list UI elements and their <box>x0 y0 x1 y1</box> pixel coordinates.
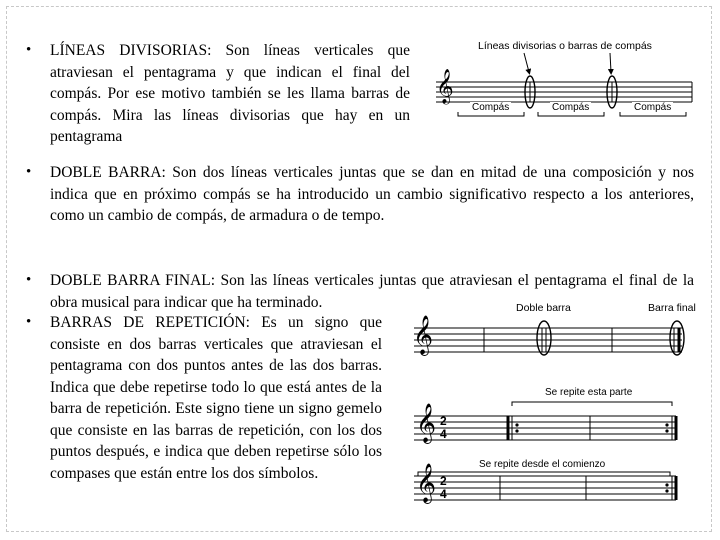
measure-label-2: Compás <box>552 102 590 113</box>
paragraph-barras-repeticion: BARRAS DE REPETICIÓN: Es un signo que consiste en dos barras verticales que atraviesan el pentagrama con dos puntos antes de las dos barras. Indica que debe repetirse todo lo que está antes de la barra de repetición. Este signo tiene un signo gemelo que consiste en las barras de repetición, con los dos puntos después, e indica que deben repetirse sólo los compases que están entre los dos símbolos. <box>50 312 382 484</box>
repite-parte-label: Se repite esta parte <box>545 387 633 398</box>
time-signature-top: 2 <box>440 474 447 488</box>
doble-barra-label: Doble barra <box>516 302 571 314</box>
paragraph-doble-barra: DOBLE BARRA: Son dos líneas verticales juntas que se dan en mitad de una composición y nos indica que en próximo compás se ha introducido un cambio significativo respecto a los anteriores, como un cambio de compás, de armadura o de tempo. <box>50 164 694 224</box>
repite-comienzo-label: Se repite desde el comienzo <box>479 459 606 470</box>
bullet-barras-repeticion: • <box>26 314 32 330</box>
bullet-doble-barra-final: • <box>26 272 32 288</box>
treble-clef-icon: 𝄞 <box>413 315 434 355</box>
treble-clef-icon: 𝄞 <box>436 69 454 104</box>
barra-final-label: Barra final <box>648 302 696 314</box>
paragraph-lineas-divisorias: LÍNEAS DIVISORIAS: Son líneas verticales que atraviesan el pentagrama y que indican el final del compás. Por ese motivo también se les llama barras de compás. Mira las líneas divisorias que hay en un pentagrama <box>50 42 410 145</box>
paragraph-doble-barra-final: DOBLE BARRA FINAL: Son las líneas verticales juntas que atraviesan el pentagrama el final de la obra musical para indicar que ha terminado. <box>50 272 694 311</box>
treble-clef-icon: 𝄞 <box>416 463 437 503</box>
measure-label-3: Compás <box>634 102 672 113</box>
measure-label-1: Compás <box>472 102 510 113</box>
time-signature-bottom: 4 <box>440 487 447 501</box>
divisorias-title: Líneas divisorias o barras de compás <box>478 40 652 52</box>
bullet-doble-barra: • <box>26 164 32 180</box>
treble-clef-icon: 𝄞 <box>416 403 437 443</box>
time-signature-top: 2 <box>440 414 447 428</box>
bullet-lineas: • <box>26 42 32 58</box>
time-signature-bottom: 4 <box>440 427 447 441</box>
